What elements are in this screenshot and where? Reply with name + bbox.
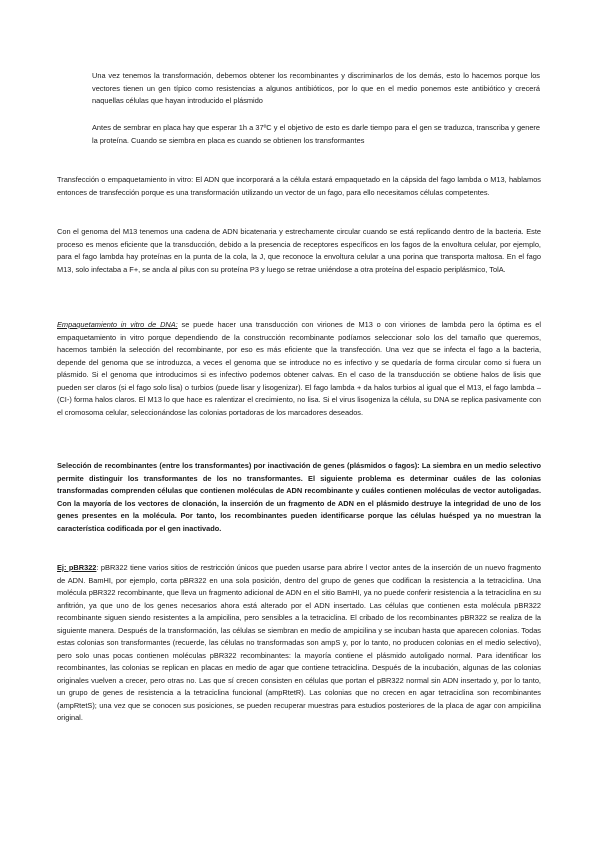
paragraph-text: Selección de recombinantes (entre los transformantes) por inactivación de genes (plásmidos o fagos): La siembra en un medio selectivo permite distinguir los transformantes de los no transformantes. El siguiente problema es determinar cuáles de las colonias transformadas comprenden células que contienen moléculas de ADN recombinante y cuáles contienen moléculas de vector autoligadas. Con la mayoría de los vectores de clonación, la inserción de un fragmento de ADN en el plásmido destruye la integridad de uno de los genes presentes en la molécula. Por tanto, los recombinantes pueden identificarse porque las células huésped ya no muestran la característica codificada por el gen inactivado. bbox=[57, 461, 541, 533]
paragraph-text: se puede hacer una transducción con viriones de M13 o con viriones de lambda pero la óptima es el empaquetamiento in vitro porque dependiendo de la construcción recombinante podíamos seleccionar solo los del tamaño que queremos, hacemos también la selección del recombinante, por eso es más eficiente que la transfección. Una vez que se infecta el fago a la bacteria, depende del genoma que se introduzca, a veces el genoma que se introduce no es infectivo y se quedaría de forma circular como si fuera un plásmido. Si el genoma que introducimos si es infectivo podemos obtener calvas. En el caso de la transducción se obtiene halos de lisis que pueden ser claros (si el fago solo lisa) o turbios (puede lisar y lisogenizar). El fago lambda + da halos turbios al igual que el M13, el fago lambda – (CI-) forma halos claros. El M13 lo que hace es ralentizar el crecimiento, no lisa. Si el virus lisogeniza la célula, su DNA se replica pasivamente con el cromosoma celular, seleccionándose las colonias portadoras de los marcadores deseados. bbox=[57, 320, 541, 417]
paragraph-text: Transfección o empaquetamiento in vitro: El ADN que incorporará a la célula estará empaquetado en la cápsida del fago lambda o M13, hablamos entonces de transfección porque es una transformación utilizando un vector de un fago, para ello necesitamos células competentes. bbox=[57, 175, 541, 197]
section-heading: Ej: pBR322 bbox=[57, 563, 97, 572]
section-heading: Empaquetamiento in vitro de DNA: bbox=[57, 320, 178, 329]
paragraph-text: Una vez tenemos la transformación, debemos obtener los recombinantes y discriminarlos de los demás, esto lo hacemos porque los vectores tienen un gen típico como resistencias a algunos antibióticos, por lo que en el medio ponemos este antibiótico y crecerá naquellas células que hayan introducido el plásmido bbox=[92, 71, 540, 105]
paragraph-in-vitro-packaging bbox=[57, 319, 541, 419]
paragraph-text: Con el genoma del M13 tenemos una cadena de ADN bicatenaria y estrechamente circular cuando se está replicando dentro de la bacteria. Este proceso es menos eficiente que la transducción, debido a la presencia de receptores específicos en los fagos de la envoltura celular, por ejemplo, para el fago lambda hay proteínas en la punta de la cola, la J, que reconoce la envoltura celular a una porina que transporta maltosa. En el fago M13, solo infectaba a F+, se ancla al pilus con su proteína P3 y luego se retrae uniéndose a otra proteína del espacio periplásmico, TolA. bbox=[57, 227, 541, 274]
paragraph-recombinant-selection-intro bbox=[92, 70, 540, 108]
paragraph-insertional-inactivation bbox=[57, 460, 541, 535]
paragraph-m13-genome bbox=[57, 226, 541, 276]
paragraph-plating-wait bbox=[92, 122, 540, 147]
paragraph-text: : pBR322 tiene varios sitios de restricción únicos que pueden usarse para abrire l vector antes de la inserción de un nuevo fragmento de ADN. BamHI, por ejemplo, corta pBR322 en una sola posición, dentro del grupo de genes que codifican la resistencia a la tetraciclina. Una molécula pBR322 recombinante, que lleva un fragmento adicional de ADN en el sitio BamHI, ya no puede conferir resistencia a la tetraciclina en su anfitrión, ya que uno de los genes necesarios ahora está alterado por el ADN insertado. Las células que contienen esta molécula pBR322 recombinante siguen siendo resistentes a la ampicilina, pero sensibles a la tetraciclina. El cribado de los recombinantes pBR322 se realiza de la siguiente manera. Después de la transformación, las células se siembran en medio de ampicilina y se incuban hasta que aparecen colonias. Todas estas colonias son transformantes (recuerde, las células no transformadas son ampS y, por lo tanto, no producen colonias en el medio selectivo), pero solo unas pocas contienen moléculas pBR322 recombinantes: la mayoría contiene el plásmido autoligado normal. Para identificar los recombinantes, las colonias se replican en placas en medio de agar que contiene tetraciclina. Después de la incubación, algunas de las colonias originales vuelven a crecer, pero otras no. Las que sí crecen consisten en células que portan el pBR322 normal sin ADN insertado y, por lo tanto, un grupo de genes de resistencia a la tetraciclina funcional (ampRtetR). Las colonias que no crecen en agar tetraciclina son recombinantes (ampRtetS); una vez que se conocen sus posiciones, se pueden recuperar muestras para estudios posteriores de la placa de agar con ampicilina original. bbox=[57, 563, 541, 722]
paragraph-pbr322-example bbox=[57, 562, 541, 725]
paragraph-transfection bbox=[57, 174, 541, 199]
paragraph-text: Antes de sembrar en placa hay que esperar 1h a 37ºC y el objetivo de esto es darle tiempo para el gen se traduzca, transcriba y genere la proteína. Cuando se siembra en placa es cuando se obtienen los transformantes bbox=[92, 123, 540, 145]
